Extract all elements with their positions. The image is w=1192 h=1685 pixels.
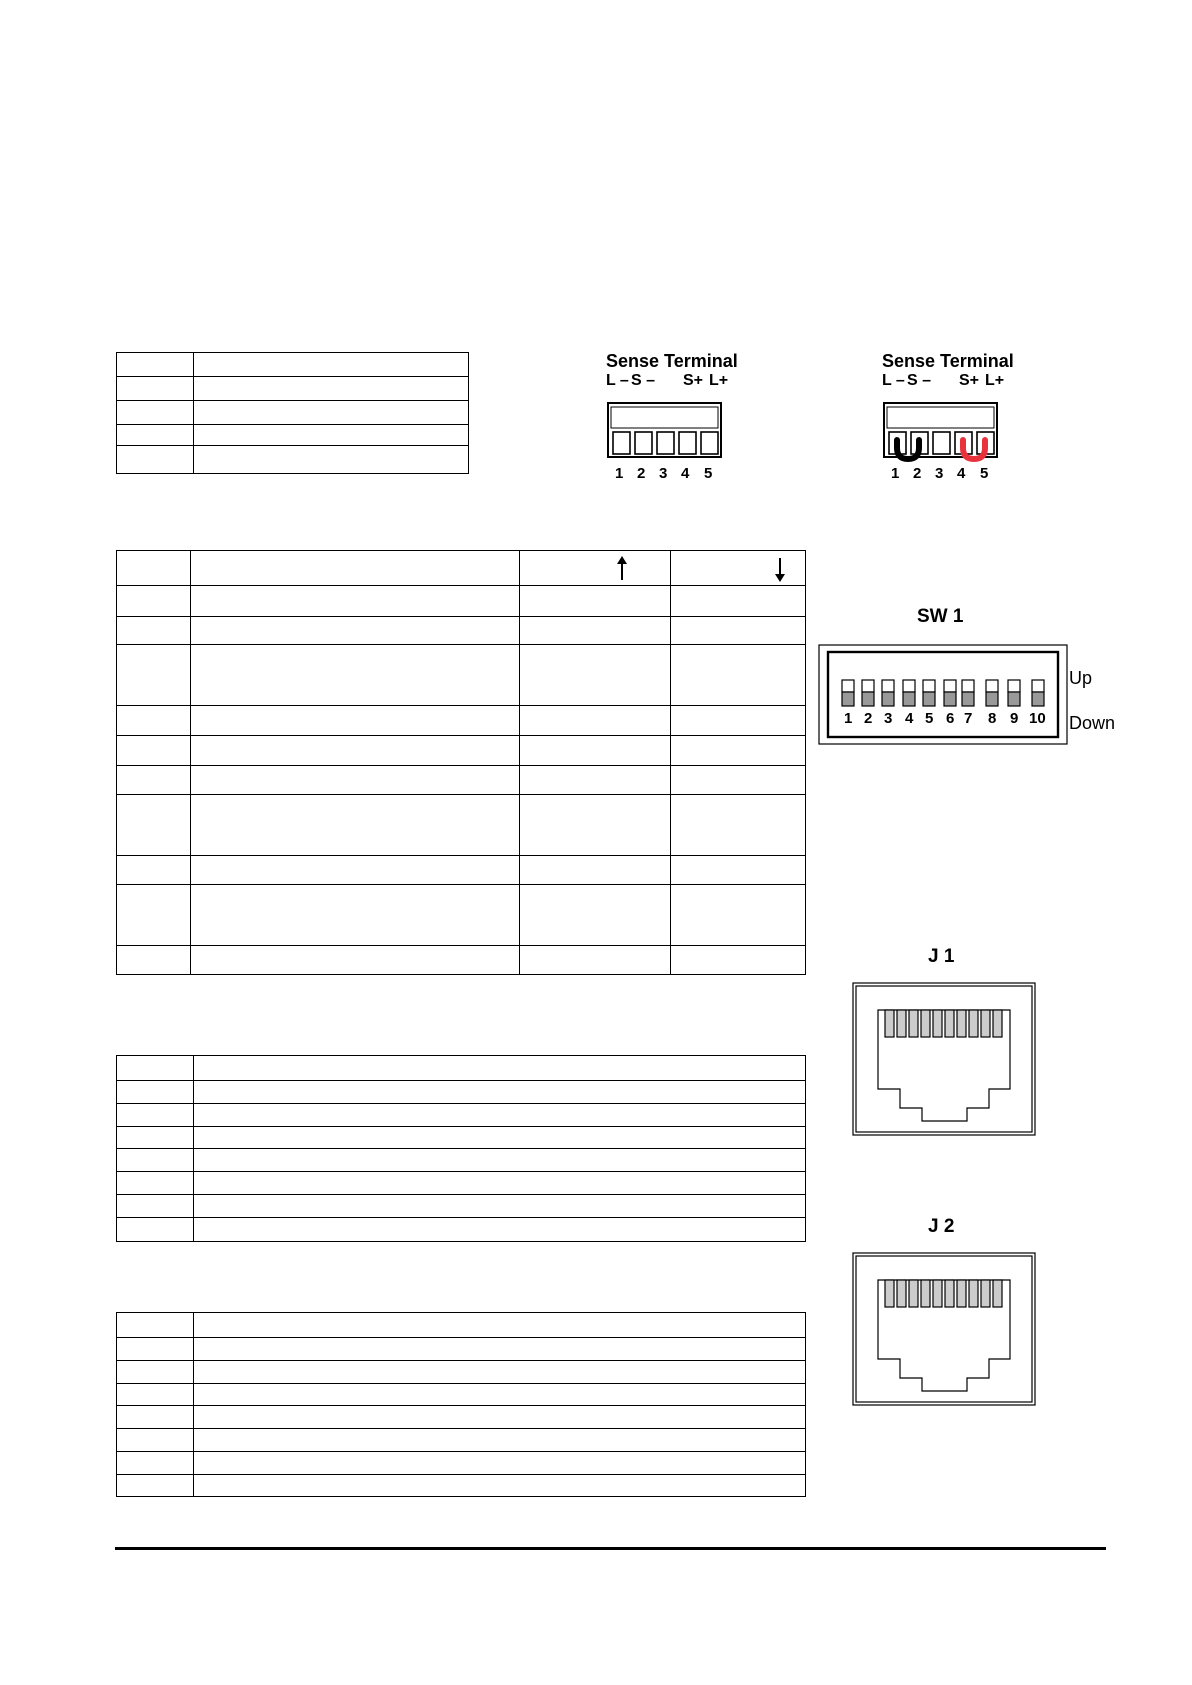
table-row <box>117 425 469 446</box>
up-arrow-icon <box>616 556 628 582</box>
table-row <box>117 401 469 425</box>
table-switch-settings <box>116 550 806 975</box>
sw1-number-2: 2 <box>864 710 873 727</box>
sense-terminal-right-pin-3: 3 <box>935 465 944 482</box>
table-row <box>117 1172 806 1195</box>
sense-terminal-left-pin-1: 1 <box>615 465 624 482</box>
table-row <box>117 1452 806 1475</box>
table-row <box>117 1429 806 1452</box>
table-row <box>117 736 806 766</box>
sense-terminal-right-pin-4: 4 <box>957 465 966 482</box>
table-row <box>117 1313 806 1338</box>
sense-terminal-left-label-s-plus: S+ <box>683 372 704 389</box>
table-row <box>117 706 806 736</box>
sw1-number-1: 1 <box>844 710 853 727</box>
table-sense-info <box>116 352 469 474</box>
footer-rule <box>115 1547 1106 1550</box>
sw1-down-label: Down <box>1069 713 1116 733</box>
sw1-up-label: Up <box>1069 668 1093 688</box>
table-row <box>117 1406 806 1429</box>
sense-terminal-right-pin-2: 2 <box>913 465 922 482</box>
table-row <box>117 1081 806 1104</box>
sense-terminal-left-connector <box>605 400 725 460</box>
table-row <box>117 946 806 975</box>
table-row <box>117 1384 806 1406</box>
sense-terminal-right-connector <box>881 400 1001 468</box>
j1-rj45-jack <box>852 982 1036 1137</box>
j2-rj45-jack <box>852 1252 1036 1407</box>
table-row <box>117 1056 806 1081</box>
sense-terminal-left-label-l-minus: L – <box>606 372 629 389</box>
table-row <box>117 353 469 377</box>
table-row <box>117 856 806 885</box>
table-row <box>117 1475 806 1497</box>
sense-terminal-left-label-s-minus: S – <box>631 372 656 389</box>
table-row <box>117 645 806 706</box>
table-row <box>117 446 469 474</box>
table-row <box>117 1361 806 1384</box>
sense-terminal-right-label-l-minus: L – <box>882 372 905 389</box>
sw1-number-7: 7 <box>964 710 973 727</box>
table-row <box>117 766 806 795</box>
sw1-number-6: 6 <box>946 710 955 727</box>
sense-terminal-right-pin-1: 1 <box>891 465 900 482</box>
sw1-number-5: 5 <box>925 710 934 727</box>
table-header-row <box>117 551 806 586</box>
down-arrow-icon <box>774 556 786 582</box>
sw1-number-3: 3 <box>884 710 893 727</box>
table-row <box>117 1195 806 1218</box>
table-row <box>117 1338 806 1361</box>
sw1-number-4: 4 <box>905 710 914 727</box>
table-row <box>117 885 806 946</box>
sense-terminal-left-title: Sense Terminal <box>606 351 738 371</box>
table-row <box>117 1127 806 1149</box>
j1-title: J 1 <box>928 946 955 967</box>
table-row <box>117 1104 806 1127</box>
sense-terminal-right-label-s-plus: S+ <box>959 372 980 389</box>
sense-terminal-right-title: Sense Terminal <box>882 351 1014 371</box>
table-row <box>117 795 806 856</box>
table-j1-pins <box>116 1055 806 1242</box>
sense-terminal-left-label-l-plus: L+ <box>709 372 729 389</box>
table-row <box>117 586 806 617</box>
table-j2-pins <box>116 1312 806 1497</box>
sw1-title: SW 1 <box>917 606 964 627</box>
sense-terminal-left-pin-5: 5 <box>704 465 713 482</box>
table-row <box>117 1218 806 1242</box>
table-row <box>117 1149 806 1172</box>
sense-terminal-left-pin-4: 4 <box>681 465 690 482</box>
table-row <box>117 377 469 401</box>
sense-terminal-right-label-l-plus: L+ <box>985 372 1005 389</box>
sw1-dip-switch <box>818 644 1068 746</box>
sense-terminal-left-pin-3: 3 <box>659 465 668 482</box>
sense-terminal-right-label-s-minus: S – <box>907 372 932 389</box>
sense-terminal-right-pin-5: 5 <box>980 465 989 482</box>
j2-title: J 2 <box>928 1216 955 1237</box>
sw1-number-8: 8 <box>988 710 997 727</box>
sw1-number-9: 9 <box>1010 710 1019 727</box>
sense-terminal-left-pin-2: 2 <box>637 465 646 482</box>
sw1-number-10: 10 <box>1029 710 1046 727</box>
table-row <box>117 617 806 645</box>
